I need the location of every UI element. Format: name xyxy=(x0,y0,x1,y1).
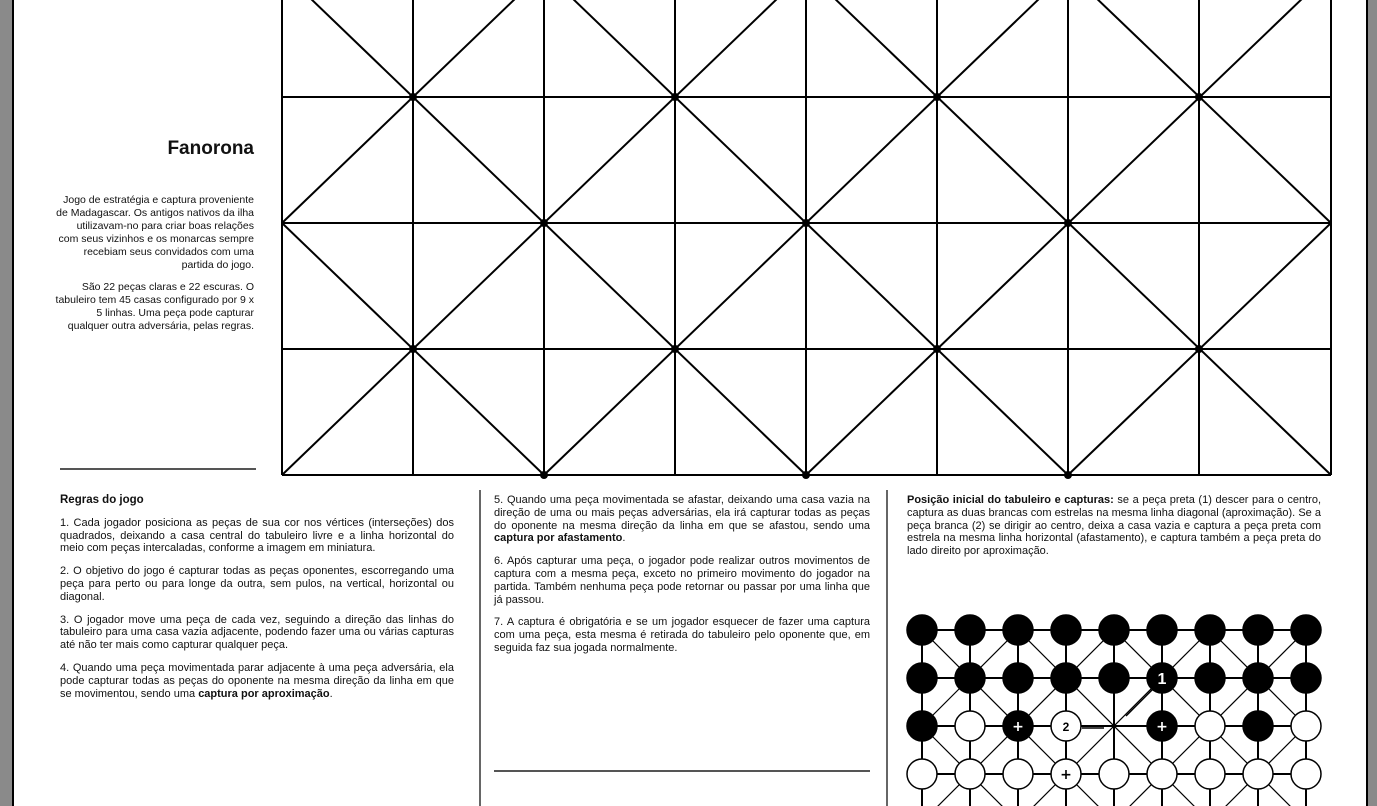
rule-7: 7. A captura é obrigatória e se um jogador esquecer de fazer uma captura com uma peça, esta mesma é retirada do tabuleiro pelo oponente que, em seguida faz sua jogada normalmente. xyxy=(494,616,870,654)
rule-4-bold: captura por aproximação xyxy=(198,687,330,700)
mini-board xyxy=(904,610,1324,806)
star-marker-icon: + xyxy=(1060,767,1072,783)
position-paragraph xyxy=(907,494,1321,558)
intro-paragraph-1: Jogo de estratégia e captura proveniente de Madagascar. Os antigos nativos da ilha utilizavam-no para criar boas relações com seus vizinhos e os monarcas sempre recebiam seus convidados com uma partida do jogo. xyxy=(56,194,254,271)
rule-4-end: . xyxy=(329,687,333,700)
rule-5 xyxy=(494,494,870,545)
rules-column-1 xyxy=(60,494,454,710)
star-marker-icon: + xyxy=(1012,719,1024,735)
column-2-divider xyxy=(494,770,870,772)
position-text: se a peça preta (1) descer para o centro, captura as duas brancas com estrelas na mesma linha diagonal (aproximação). Se a peça branca (2) se dirigir ao centro, deixa a casa vazia e captura a peça preta com estrela na mesma linha horizontal (afastamento), e captura também a peça preta do lado direito por aproximação. xyxy=(907,494,1321,558)
piece-label-1: 1 xyxy=(1157,671,1167,688)
rules-column-2 xyxy=(494,494,870,665)
intro-paragraph-2: São 22 peças claras e 22 escuras. O tabuleiro tem 45 casas configurado por 9 x 5 linhas. Uma peça pode capturar qualquer outra adversária, pelas regras. xyxy=(55,281,254,332)
intro-block xyxy=(54,138,254,342)
rule-5-end: . xyxy=(622,532,626,545)
column-divider-2 xyxy=(886,490,888,806)
piece-label-2: 2 xyxy=(1062,720,1070,734)
rule-5-text: 5. Quando uma peça movimentada se afastar, deixando uma casa vazia na direção de uma ou mais peças adversárias, ela irá capturar todas as peças do oponente na mesma direção da linha em que se afastou, sendo uma xyxy=(494,494,870,532)
rule-3: 3. O jogador move uma peça de cada vez, seguindo a direção das linhas do tabuleiro para uma casa vazia adjacente, podendo fazer uma ou várias capturas até não ter mais como capturar qualquer peça. xyxy=(60,613,454,652)
column-divider-1 xyxy=(479,490,481,806)
rule-6: 6. Após capturar uma peça, o jogador pode realizar outros movimentos de captura com a mesma peça, exceto no primeiro movimento do jogador na partida. Também nenhuma peça pode retornar ou passar por uma linha que já passou. xyxy=(494,555,870,606)
position-column xyxy=(907,494,1321,568)
rule-4 xyxy=(60,662,454,700)
game-sheet-page xyxy=(12,0,1368,806)
rule-2: 2. O objetivo do jogo é capturar todas as peças oponentes, escorregando uma peça para perto ou para longe da outra, sem pulos, na vertical, horizontal ou diagonal. xyxy=(60,565,454,603)
game-title: Fanorona xyxy=(167,138,254,159)
rule-1: 1. Cada jogador posiciona as peças de sua cor nos vértices (interseções) dos quadrados, deixando a casa central do tabuleiro livre e a linha horizontal do meio com peças intercaladas, conforme a imagem em miniatura. xyxy=(60,516,454,555)
intro-divider xyxy=(60,468,256,470)
position-heading: Posição inicial do tabuleiro e capturas: xyxy=(907,494,1114,506)
fanorona-board xyxy=(280,0,1335,481)
rule-4-text: 4. Quando uma peça movimentada parar adjacente à uma peça adversária, ela pode capturar todas as peças do oponente na mesma direção da linha em que se movimentou, sendo uma xyxy=(60,661,454,700)
star-marker-icon: + xyxy=(1156,719,1168,735)
rule-5-bold: captura por afastamento xyxy=(494,532,623,545)
rules-heading: Regras do jogo xyxy=(60,494,144,506)
